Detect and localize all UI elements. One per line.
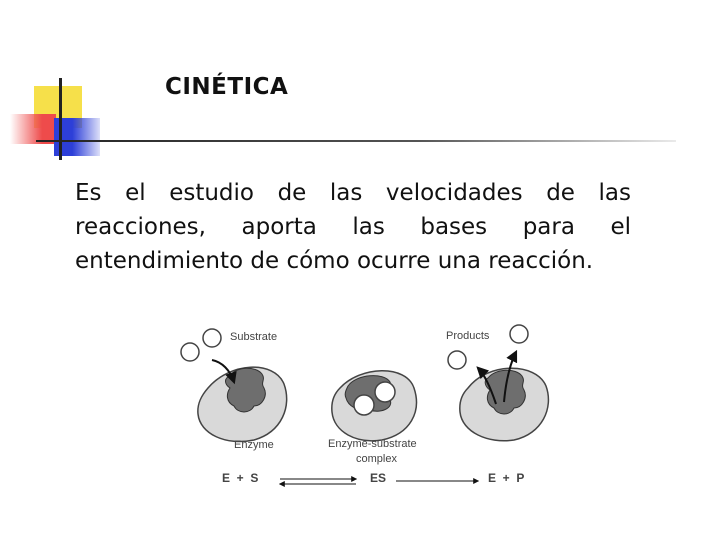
substrate-label: Substrate bbox=[230, 331, 278, 343]
substrate-circle-a bbox=[203, 329, 221, 347]
equation-middle: ES bbox=[370, 471, 387, 485]
slide-body-text: Es el estudio de las velocidades de las reacciones, aporta las bases para el entendimiento de cómo ocurre una reacción. bbox=[75, 180, 631, 274]
product-circle-a bbox=[448, 351, 466, 369]
products-label: Products bbox=[446, 330, 490, 342]
product-circle-b bbox=[510, 325, 528, 343]
enzyme-panel-3 bbox=[446, 325, 548, 441]
bound-substrate-b bbox=[354, 395, 374, 415]
enzyme-label: Enzyme bbox=[234, 439, 274, 451]
bound-substrate-a bbox=[375, 382, 395, 402]
complex-label-line1: Enzyme-substrate bbox=[328, 438, 417, 450]
title-underline bbox=[36, 140, 676, 142]
enzyme-substrate-diagram bbox=[170, 316, 570, 496]
enzyme-panel-1 bbox=[181, 329, 287, 451]
decor-vertical-line bbox=[59, 78, 62, 160]
equation-right: E + P bbox=[488, 471, 525, 485]
equation-left: E + S bbox=[222, 471, 259, 485]
complex-label-line2: complex bbox=[356, 453, 397, 465]
enzyme-panel-2 bbox=[328, 371, 417, 465]
slide-title: CINÉTICA bbox=[165, 74, 289, 100]
substrate-circle-b bbox=[181, 343, 199, 361]
